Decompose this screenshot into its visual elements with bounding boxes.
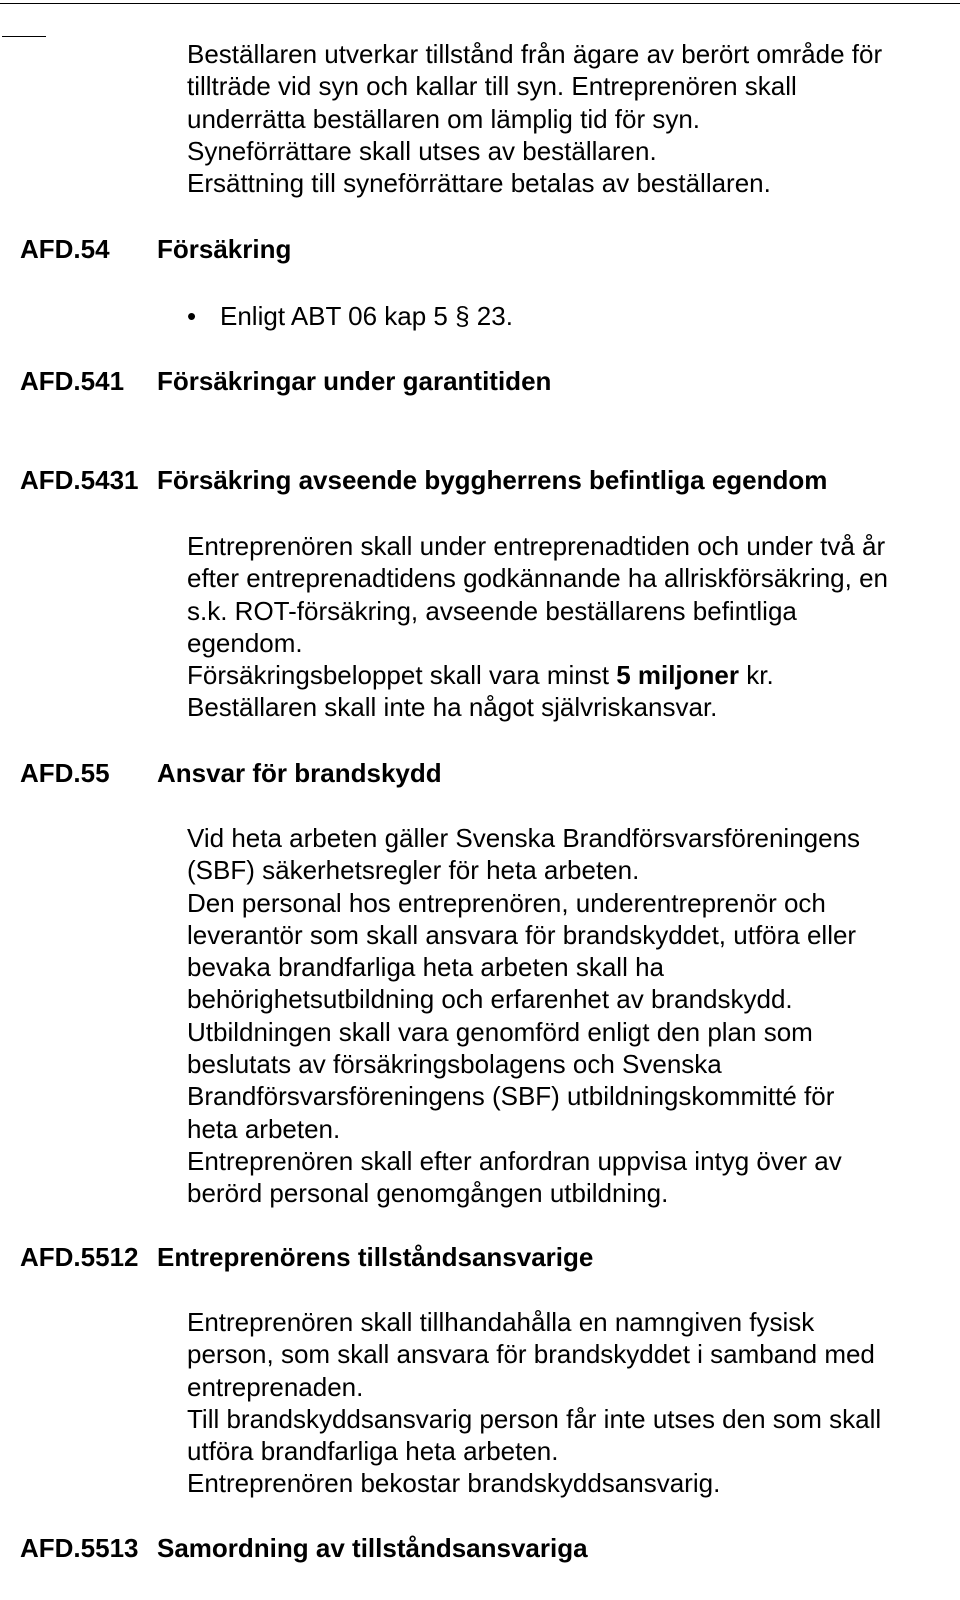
amount-suffix: kr. — [739, 660, 774, 691]
text-line: efter entreprenadtidens godkännande ha allriskförsäkring, en — [187, 563, 889, 594]
text-line: Vid heta arbeten gäller Svenska Brandförsvarsföreningens — [187, 823, 861, 853]
section-code: AFD.5513 — [20, 1533, 139, 1563]
text-line: bevaka brandfarliga heta arbeten skall ha — [187, 952, 664, 983]
text-line: egendom. — [187, 627, 303, 658]
short-rule — [2, 36, 46, 37]
section-title: Entreprenörens tillståndsansvarige — [157, 1242, 594, 1272]
text-line: Beställaren utverkar tillstånd från ägare av berört område för — [187, 39, 883, 69]
bullet-icon: • — [187, 301, 197, 331]
text-line: beslutats av försäkringsbolagens och Svenska — [187, 1049, 722, 1080]
intro-paragraph — [187, 38, 957, 199]
afd55-paragraph — [187, 822, 957, 1210]
section-title: Samordning av tillståndsansvariga — [157, 1533, 588, 1563]
text-line: (SBF) säkerhetsregler för heta arbeten. — [187, 855, 640, 886]
section-code: AFD.541 — [20, 366, 125, 396]
text-line: Entreprenören skall under entreprenadtiden och under två år — [187, 531, 886, 561]
section-code: AFD.5431 — [20, 465, 139, 495]
text-line: behörighetsutbildning och erfarenhet av brandskydd. — [187, 984, 793, 1015]
text-line: s.k. ROT-försäkring, avseende beställarens befintliga — [187, 595, 797, 626]
section-title: Försäkringar under garantitiden — [157, 366, 552, 396]
section-code: AFD.5512 — [20, 1242, 139, 1272]
text-line: entreprenaden. — [187, 1371, 364, 1402]
text-line: Utbildningen skall vara genomförd enligt den plan som — [187, 1016, 813, 1047]
text-line: Entreprenören skall efter anfordran uppvisa intyg över av — [187, 1145, 842, 1176]
text-line: leverantör som skall ansvara för brandskyddet, utföra eller — [187, 919, 857, 950]
section-code: AFD.55 — [20, 758, 110, 788]
text-line: berörd personal genomgången utbildning. — [187, 1178, 669, 1209]
text-line: Entreprenören skall tillhandahålla en namngiven fysisk — [187, 1307, 815, 1337]
section-code: AFD.54 — [20, 234, 110, 264]
afd5512-paragraph — [187, 1306, 957, 1500]
text-line: Entreprenören bekostar brandskyddsansvarig. — [187, 1468, 721, 1499]
amount-prefix: Försäkringsbeloppet skall vara minst — [187, 660, 617, 691]
amount-value: 5 miljoner — [616, 660, 740, 691]
text-line: Den personal hos entreprenören, underentreprenör och — [187, 887, 826, 918]
afd5431-paragraph — [187, 530, 957, 724]
text-line: heta arbeten. — [187, 1113, 341, 1144]
section-title: Ansvar för brandskydd — [157, 758, 442, 788]
text-line: tillträde vid syn och kallar till syn. Entreprenören skall — [187, 71, 797, 102]
text-line: utföra brandfarliga heta arbeten. — [187, 1436, 559, 1467]
text-line: person, som skall ansvara för brandskyddet i samband med — [187, 1339, 875, 1370]
text-line: Beställaren skall inte ha något självriskansvar. — [187, 692, 718, 723]
text-line: Syneförrättare skall utses av beställaren. — [187, 135, 657, 166]
bullet-text: Enligt ABT 06 kap 5 § 23. — [220, 301, 513, 331]
text-line: Ersättning till syneförrättare betalas av beställaren. — [187, 168, 771, 199]
text-line: Brandförsvarsföreningens (SBF) utbildningskommitté för — [187, 1081, 835, 1112]
top-rule — [0, 3, 960, 4]
text-line: Till brandskyddsansvarig person får inte utses den som skall — [187, 1403, 882, 1434]
section-title: Försäkring avseende byggherrens befintliga egendom — [157, 465, 828, 495]
section-title: Försäkring — [157, 234, 292, 264]
text-line: underrätta beställaren om lämplig tid för syn. — [187, 103, 701, 134]
insurance-amount-line — [187, 659, 957, 691]
